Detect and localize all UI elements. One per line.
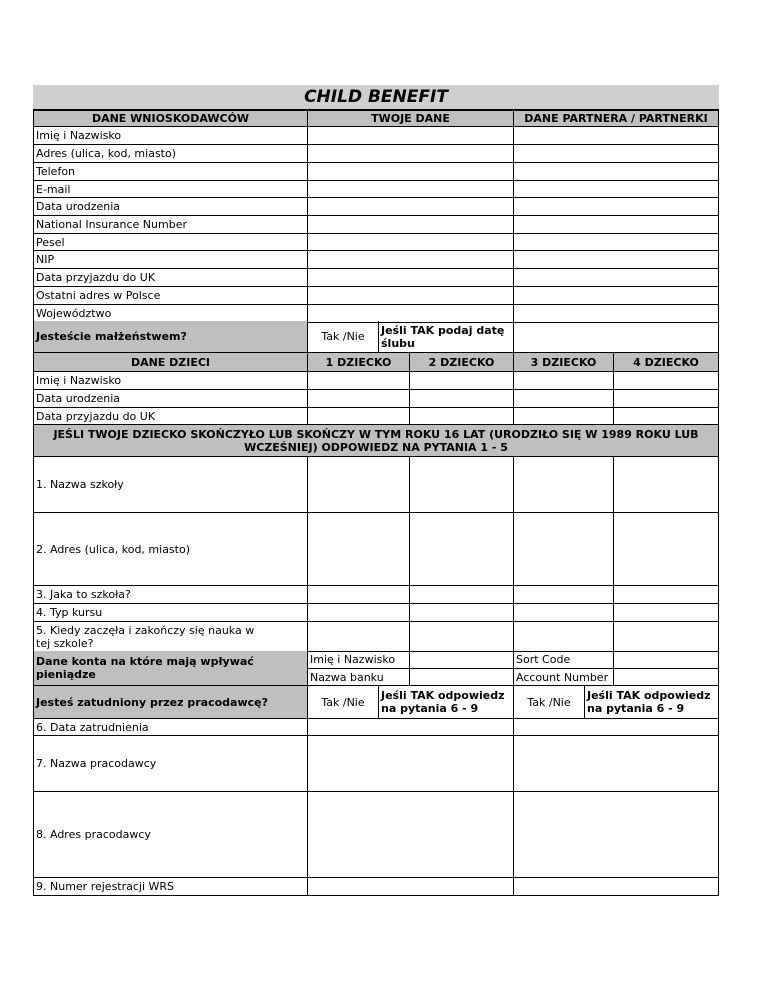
employment-yes-no-partner: Tak /Nie <box>514 686 585 719</box>
bank-holder-name-label: Imię i Nazwisko <box>308 651 410 669</box>
your-data-field[interactable] <box>308 251 514 269</box>
employment-question: Jesteś zatudniony przez pracodawcę? <box>33 686 308 719</box>
school-child-4-field[interactable] <box>614 604 719 622</box>
employment-your-field[interactable] <box>308 792 514 878</box>
header-child-3: 3 DZIECKO <box>514 353 614 372</box>
marriage-question: Jesteście małżeństwem? <box>33 321 308 353</box>
partner-data-field[interactable] <box>514 234 719 251</box>
applicant-row-label: Data urodzenia <box>33 198 308 216</box>
school-row-spacer <box>256 513 308 586</box>
header-child-4: 4 DZIECKO <box>614 353 719 372</box>
school-child-3-field[interactable] <box>514 604 614 622</box>
school-child-3-field[interactable] <box>514 457 614 513</box>
school-row-label: 3. Jaka to szkoła? <box>33 586 256 604</box>
school-child-3-field[interactable] <box>514 513 614 586</box>
form-title: CHILD BENEFIT <box>33 85 719 109</box>
child-1-field[interactable] <box>308 408 410 425</box>
employment-if-yes-partner: Jeśli TAK odpowiedz na pytania 6 - 9 <box>585 686 719 719</box>
bank-holder-name-field[interactable] <box>410 651 514 669</box>
employment-row-label: 7. Nazwa pracodawcy <box>33 736 308 792</box>
school-row-spacer <box>256 457 308 513</box>
child-row-label: Data urodzenia <box>33 390 308 408</box>
school-row-label: 2. Adres (ulica, kod, miasto) <box>33 513 256 586</box>
your-data-field[interactable] <box>308 145 514 163</box>
employment-row-label: 9. Numer rejestracji WRS <box>33 878 308 896</box>
school-child-2-field[interactable] <box>410 513 514 586</box>
applicant-row-label: NIP <box>33 251 308 269</box>
school-row-label: 4. Typ kursu <box>33 604 256 622</box>
marriage-if-yes: Jeśli TAK podaj datę ślubu <box>379 321 514 353</box>
child-1-field[interactable] <box>308 372 410 390</box>
account-number-field[interactable] <box>614 669 719 686</box>
bank-name-label: Nazwa banku <box>308 669 410 686</box>
child-3-field[interactable] <box>514 372 614 390</box>
child-4-field[interactable] <box>614 390 719 408</box>
partner-data-field[interactable] <box>514 251 719 269</box>
your-data-field[interactable] <box>308 198 514 216</box>
employment-row-label: 8. Adres pracodawcy <box>33 792 308 878</box>
school-child-3-field[interactable] <box>514 622 614 652</box>
partner-data-field[interactable] <box>514 216 719 234</box>
applicant-row-label: Ostatni adres w Polsce <box>33 287 308 305</box>
applicant-row-label: Imię i Nazwisko <box>33 127 308 145</box>
employment-partner-field[interactable] <box>514 792 719 878</box>
school-child-4-field[interactable] <box>614 513 719 586</box>
child-2-field[interactable] <box>410 372 514 390</box>
child-1-field[interactable] <box>308 390 410 408</box>
school-child-1-field[interactable] <box>308 513 410 586</box>
employment-your-field[interactable] <box>308 736 514 792</box>
your-data-field[interactable] <box>308 163 514 181</box>
employment-row-label: 6. Data zatrudnienia <box>33 719 308 736</box>
employment-your-field[interactable] <box>308 878 514 896</box>
bank-label: Dane konta na które mają wpływać pieniądze <box>33 651 308 686</box>
applicant-row-label: E-mail <box>33 181 308 198</box>
child-2-field[interactable] <box>410 408 514 425</box>
child-row-label: Data przyjazdu do UK <box>33 408 308 425</box>
applicant-row-label: National Insurance Number <box>33 216 308 234</box>
school-child-1-field[interactable] <box>308 586 410 604</box>
your-data-field[interactable] <box>308 287 514 305</box>
sort-code-label: Sort Code <box>514 651 614 669</box>
child-row-label: Imię i Nazwisko <box>33 372 308 390</box>
partner-data-field[interactable] <box>514 181 719 198</box>
school-child-1-field[interactable] <box>308 604 410 622</box>
bank-name-field[interactable] <box>410 669 514 686</box>
employment-partner-field[interactable] <box>514 736 719 792</box>
your-data-field[interactable] <box>308 216 514 234</box>
employment-partner-field[interactable] <box>514 878 719 896</box>
school-row-label: 5. Kiedy zaczęła i zakończy się nauka w tej szkole? <box>33 622 256 652</box>
school-child-1-field[interactable] <box>308 622 410 652</box>
marriage-yes-no: Tak /Nie <box>308 321 379 353</box>
account-number-label: Account Number <box>514 669 614 686</box>
your-data-field[interactable] <box>308 127 514 145</box>
header-partner-data: DANE PARTNERA / PARTNERKI <box>514 109 719 127</box>
school-child-2-field[interactable] <box>410 586 514 604</box>
child-2-field[interactable] <box>410 390 514 408</box>
child-4-field[interactable] <box>614 372 719 390</box>
school-child-4-field[interactable] <box>614 622 719 652</box>
child-3-field[interactable] <box>514 390 614 408</box>
partner-data-field[interactable] <box>514 163 719 181</box>
school-child-2-field[interactable] <box>410 622 514 652</box>
child-4-field[interactable] <box>614 408 719 425</box>
school-child-1-field[interactable] <box>308 457 410 513</box>
school-child-4-field[interactable] <box>614 586 719 604</box>
school-row-spacer <box>256 604 308 622</box>
partner-data-field[interactable] <box>514 269 719 287</box>
school-row-label: 1. Nazwa szkoły <box>33 457 256 513</box>
marriage-date-field[interactable] <box>514 321 719 353</box>
applicant-row-label: Data przyjazdu do UK <box>33 269 308 287</box>
header-child-1: 1 DZIECKO <box>308 353 410 372</box>
applicant-row-label: Pesel <box>33 234 308 251</box>
partner-data-field[interactable] <box>514 127 719 145</box>
applicant-row-label: Województwo <box>33 305 308 323</box>
school-child-2-field[interactable] <box>410 457 514 513</box>
header-your-data: TWOJE DANE <box>308 109 514 127</box>
employment-your-field[interactable] <box>308 719 514 736</box>
applicant-row-label: Adres (ulica, kod, miasto) <box>33 145 308 163</box>
partner-data-field[interactable] <box>514 198 719 216</box>
header-child-2: 2 DZIECKO <box>410 353 514 372</box>
sort-code-field[interactable] <box>614 651 719 669</box>
school-row-spacer <box>256 622 308 652</box>
applicant-row-label: Telefon <box>33 163 308 181</box>
partner-data-field[interactable] <box>514 287 719 305</box>
your-data-field[interactable] <box>308 234 514 251</box>
school-child-2-field[interactable] <box>410 604 514 622</box>
age-notice: JEŚLI TWOJE DZIECKO SKOŃCZYŁO LUB SKOŃCZY W TYM ROKU 16 LAT (URODZIŁO SIĘ W 1989 ROKU LUB WCZEŚNIEJ) ODPOWIEDZ NA PYTANIA 1 - 5 <box>33 425 719 457</box>
employment-partner-field[interactable] <box>514 719 719 736</box>
child-benefit-form <box>33 85 719 897</box>
header-children: DANE DZIECI <box>33 353 308 372</box>
header-applicants: DANE WNIOSKODAWCÓW <box>33 109 308 127</box>
employment-yes-no: Tak /Nie <box>308 686 379 719</box>
school-row-spacer <box>256 586 308 604</box>
your-data-field[interactable] <box>308 269 514 287</box>
employment-if-yes: Jeśli TAK odpowiedz na pytania 6 - 9 <box>379 686 514 719</box>
school-child-4-field[interactable] <box>614 457 719 513</box>
child-3-field[interactable] <box>514 408 614 425</box>
partner-data-field[interactable] <box>514 145 719 163</box>
school-child-3-field[interactable] <box>514 586 614 604</box>
your-data-field[interactable] <box>308 181 514 198</box>
